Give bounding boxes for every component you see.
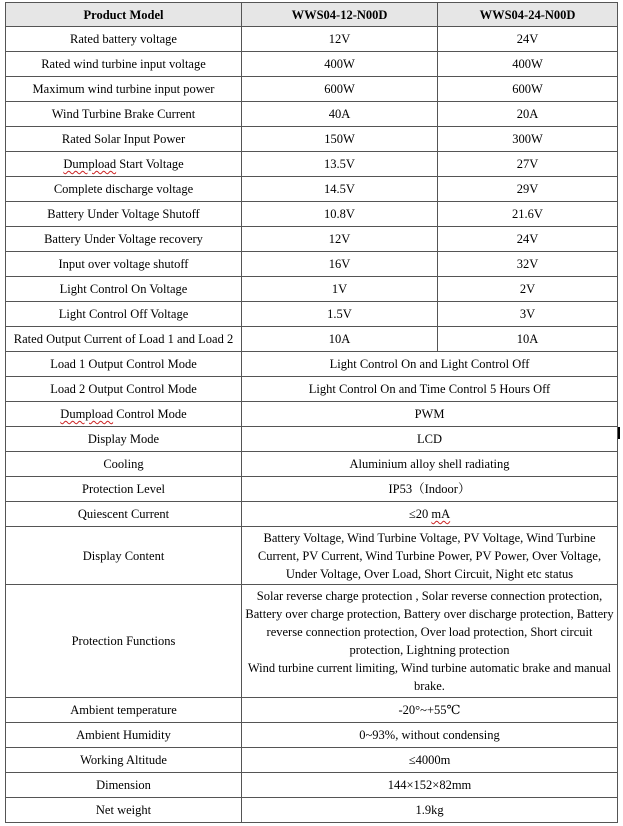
value-24v: 10A [438,327,618,352]
value-12v: 400W [242,52,438,77]
table-row [6,252,618,277]
row-label: Battery Under Voltage recovery [6,227,242,252]
row-label: Protection Functions [6,585,242,698]
protection-text-part1: Solar reverse charge protection , Solar reverse connection protection, Battery over charge protection, Battery over discharge protection, Battery reverse connection protection, Over load protection, Short circuit protection, Lightning protection [245,589,614,657]
row-label: Display Content [6,527,242,585]
row-label: Working Altitude [6,748,242,773]
table-row [6,327,618,352]
table-row [6,723,618,748]
row-label: Maximum wind turbine input power [6,77,242,102]
row-label: Ambient temperature [6,698,242,723]
value-24v: 27V [438,152,618,177]
table-row [6,127,618,152]
merged-value: 0~93%, without condensing [242,723,618,748]
value-24v: 3V [438,302,618,327]
row-label: Wind Turbine Brake Current [6,102,242,127]
value-prefix: ≤20 [408,507,432,521]
merged-value: 144×152×82mm [242,773,618,798]
table-row [6,748,618,773]
value-12v: 40A [242,102,438,127]
table-row [6,585,618,698]
merged-value: IP53（Indoor） [242,477,618,502]
row-label: Rated battery voltage [6,27,242,52]
merged-value: Aluminium alloy shell radiating [242,452,618,477]
row-label-suffix: Control Mode [113,407,187,421]
merged-value: ≤4000m [242,748,618,773]
row-label-suffix: Start Voltage [116,157,184,171]
value-24v: 24V [438,27,618,52]
row-label: Dimension [6,773,242,798]
table-row [6,152,618,177]
table-row [6,202,618,227]
table-row [6,77,618,102]
table-row [6,773,618,798]
table-row [6,177,618,202]
table-row [6,302,618,327]
protection-text-part2: Wind turbine current limiting, Wind turbine automatic brake and manual brake. [247,661,612,693]
value-12v: 10A [242,327,438,352]
spellcheck-word: mA [431,507,451,521]
table-row [6,377,618,402]
value-12v: 150W [242,127,438,152]
merged-value: Battery Voltage, Wind Turbine Voltage, PV Voltage, Wind Turbine Current, PV Current, Wind Turbine Power, PV Power, Over Voltage, Under Voltage, Over Load, Short Circuit, Night etc status [242,527,618,585]
merged-value: -20°~+55℃ [242,698,618,723]
value-24v: 29V [438,177,618,202]
table-row [6,402,618,427]
row-label: Complete discharge voltage [6,177,242,202]
merged-value: Light Control On and Light Control Off [242,352,618,377]
row-label [6,402,242,427]
table-row [6,502,618,527]
value-12v: 600W [242,77,438,102]
table-row [6,27,618,52]
header-product-model: Product Model [6,3,242,27]
table-row [6,427,618,452]
row-label: Light Control Off Voltage [6,302,242,327]
row-label: Ambient Humidity [6,723,242,748]
value-24v: 300W [438,127,618,152]
value-12v: 1V [242,277,438,302]
table-row [6,352,618,377]
row-label: Net weight [6,798,242,823]
value-12v: 16V [242,252,438,277]
value-12v: 12V [242,27,438,52]
row-label: Rated Solar Input Power [6,127,242,152]
table-row [6,452,618,477]
merged-value: PWM [242,402,618,427]
value-12v: 10.8V [242,202,438,227]
edge-mark [618,427,620,439]
value-24v: 24V [438,227,618,252]
row-label: Cooling [6,452,242,477]
row-label: Display Mode [6,427,242,452]
table-row [6,102,618,127]
table-row [6,477,618,502]
row-label: Rated Output Current of Load 1 and Load 2 [6,327,242,352]
table-row [6,798,618,823]
value-24v: 32V [438,252,618,277]
table-row [6,52,618,77]
row-label [6,152,242,177]
row-label: Load 2 Output Control Mode [6,377,242,402]
row-label: Quiescent Current [6,502,242,527]
value-12v: 12V [242,227,438,252]
value-12v: 14.5V [242,177,438,202]
row-label: Load 1 Output Control Mode [6,352,242,377]
table-row [6,698,618,723]
table-row [6,277,618,302]
value-24v: 600W [438,77,618,102]
value-24v: 400W [438,52,618,77]
header-row [6,3,618,27]
spellcheck-word: Dumpload [63,157,117,171]
value-24v: 2V [438,277,618,302]
merged-value [242,502,618,527]
value-12v: 1.5V [242,302,438,327]
value-24v: 20A [438,102,618,127]
value-24v: 21.6V [438,202,618,227]
header-model-24v: WWS04-24-N00D [438,3,618,27]
table-row [6,527,618,585]
row-label: Rated wind turbine input voltage [6,52,242,77]
merged-value: LCD [242,427,618,452]
row-label: Light Control On Voltage [6,277,242,302]
merged-value: 1.9kg [242,798,618,823]
table-row [6,227,618,252]
row-label: Battery Under Voltage Shutoff [6,202,242,227]
row-label: Protection Level [6,477,242,502]
spellcheck-word: Dumpload [60,407,114,421]
header-model-12v: WWS04-12-N00D [242,3,438,27]
merged-value [242,585,618,698]
specification-table [5,2,618,823]
merged-value: Light Control On and Time Control 5 Hours Off [242,377,618,402]
row-label: Input over voltage shutoff [6,252,242,277]
value-12v: 13.5V [242,152,438,177]
